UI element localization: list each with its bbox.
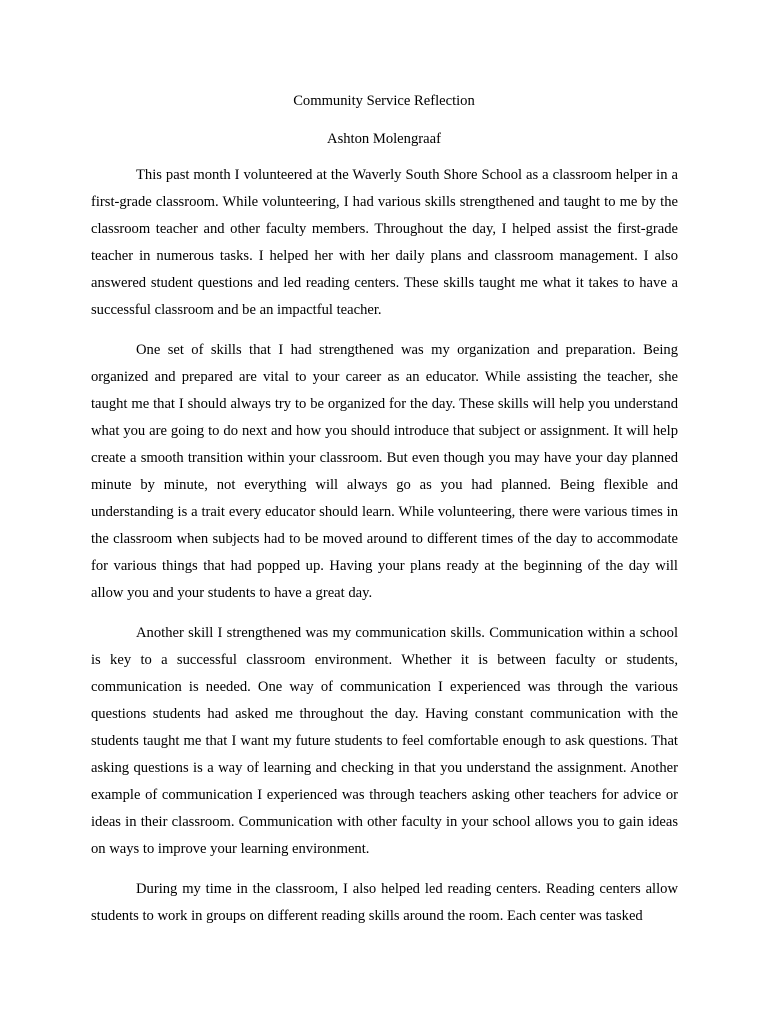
document-author: Ashton Molengraaf (327, 131, 441, 147)
document-title: Community Service Reflection (293, 93, 475, 109)
document-body (91, 162, 678, 930)
paragraph-reading-centers: During my time in the classroom, I also helped led reading centers. Reading centers allow students to work in groups on different reading skills around the room. Each center was tasked (91, 881, 678, 924)
paragraph-communication: Another skill I strengthened was my communication skills. Communication within a school is key to a successful classroom environment. Whether it is between faculty or students, communication is needed. One way of communication I experienced was through the various questions students had asked me throughout the day. Having constant communication with the students taught me that I want my future students to feel comfortable enough to ask questions. That asking questions is a way of learning and checking in that you understand the assignment. Another example of communication I experienced was through teachers asking other teachers for advice or ideas in their classroom. Communication with other faculty in your school allows you to gain ideas on ways to improve your learning environment. (91, 625, 678, 857)
paragraph-intro: This past month I volunteered at the Waverly South Shore School as a classroom helper in a first-grade classroom. While volunteering, I had various skills strengthened and taught to me by the classroom teacher and other faculty members. Throughout the day, I helped assist the first-grade teacher in numerous tasks. I helped her with her daily plans and classroom management. I also answered student questions and led reading centers. These skills taught me what it takes to have a successful classroom and be an impactful teacher. (91, 167, 678, 318)
paragraph-organization: One set of skills that I had strengthened was my organization and preparation. Being organized and prepared are vital to your career as an educator. While assisting the teacher, she taught me that I should always try to be organized for the day. These skills will help you understand what you are going to do next and how you should introduce that subject or assignment. It will help create a smooth transition within your classroom. But even though you may have your day planned minute by minute, not everything will always go as you had planned. Being flexible and understanding is a trait every educator should learn. While volunteering, there were various times in the classroom when subjects had to be moved around to different times of the day to accommodate for various things that had popped up. Having your plans ready at the beginning of the day will allow you and your students to have a great day. (91, 342, 678, 601)
